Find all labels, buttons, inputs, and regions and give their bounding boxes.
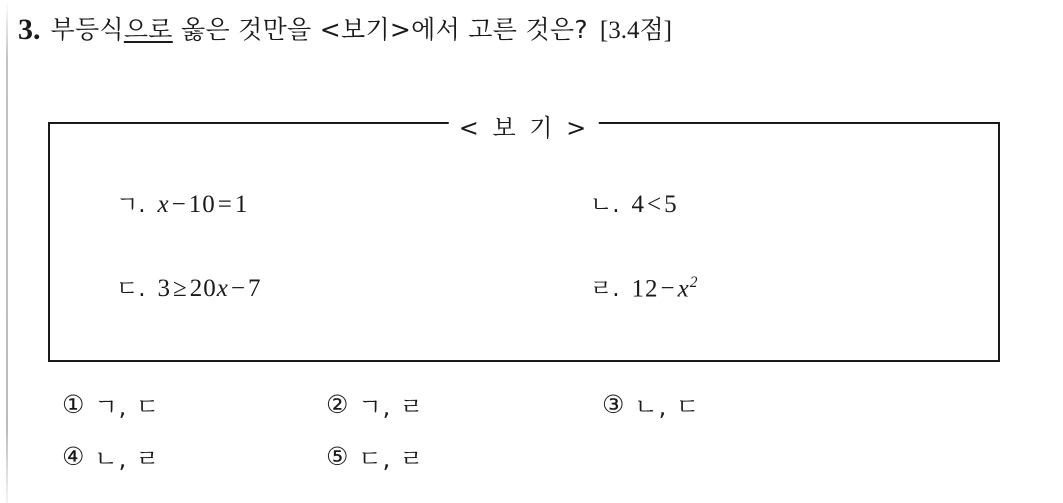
choice-label: ㄷ, ㄹ xyxy=(358,444,425,473)
choice-label: ㄱ, ㄷ xyxy=(94,392,161,421)
bogi-item xyxy=(50,270,524,303)
bogi-row xyxy=(50,270,998,354)
bogi-item xyxy=(50,186,524,219)
bogi-box xyxy=(48,114,1000,362)
choice-number-icon: ② xyxy=(326,389,349,419)
choice-label: ㄱ, ㄹ xyxy=(358,392,425,421)
bogi-item-marker: ㄴ. xyxy=(590,192,620,218)
answer-choices xyxy=(48,378,1008,482)
answer-choice-row xyxy=(48,378,1008,430)
answer-choice-1[interactable] xyxy=(48,387,312,422)
choice-number-icon: ④ xyxy=(62,441,85,471)
question-points: [3.4점] xyxy=(599,17,672,44)
bogi-row xyxy=(50,186,998,270)
question-text-underlined: 으로 xyxy=(123,15,173,44)
bogi-item-marker: ㄱ. xyxy=(116,192,146,218)
bogi-item-marker: ㄷ. xyxy=(116,276,146,302)
choice-label: ㄴ, ㄷ xyxy=(634,392,701,421)
bogi-item-expression: $12-x^2$ xyxy=(631,273,699,302)
answer-choice-5[interactable] xyxy=(312,439,576,474)
bogi-item-expression: 4<5 xyxy=(631,191,678,218)
answer-choice-3[interactable] xyxy=(576,387,852,422)
bogi-item-expression: x−10=1 xyxy=(157,191,249,218)
question-number: 3. xyxy=(18,13,41,46)
bogi-item xyxy=(524,270,998,303)
bogi-item-expression: 3≥20x−7 xyxy=(157,275,262,302)
choice-label: ㄴ, ㄹ xyxy=(94,444,161,473)
question-stem xyxy=(18,10,1028,46)
bogi-item xyxy=(524,186,998,219)
choice-number-icon: ① xyxy=(62,389,85,419)
choice-number-icon: ⑤ xyxy=(326,441,349,471)
question-text-part1: 부등식 xyxy=(50,15,124,44)
question-text-part2: 옳은 것만을 <보기>에서 고른 것은? xyxy=(172,15,588,44)
bogi-item-marker: ㄹ. xyxy=(590,276,620,302)
answer-choice-row xyxy=(48,430,1008,482)
answer-choice-2[interactable] xyxy=(312,387,576,422)
choice-number-icon: ③ xyxy=(602,389,625,419)
bogi-items-grid xyxy=(50,124,998,360)
bogi-box-label: < 보 기 > xyxy=(449,108,599,143)
answer-choice-4[interactable] xyxy=(48,439,312,474)
question-text xyxy=(51,10,588,46)
